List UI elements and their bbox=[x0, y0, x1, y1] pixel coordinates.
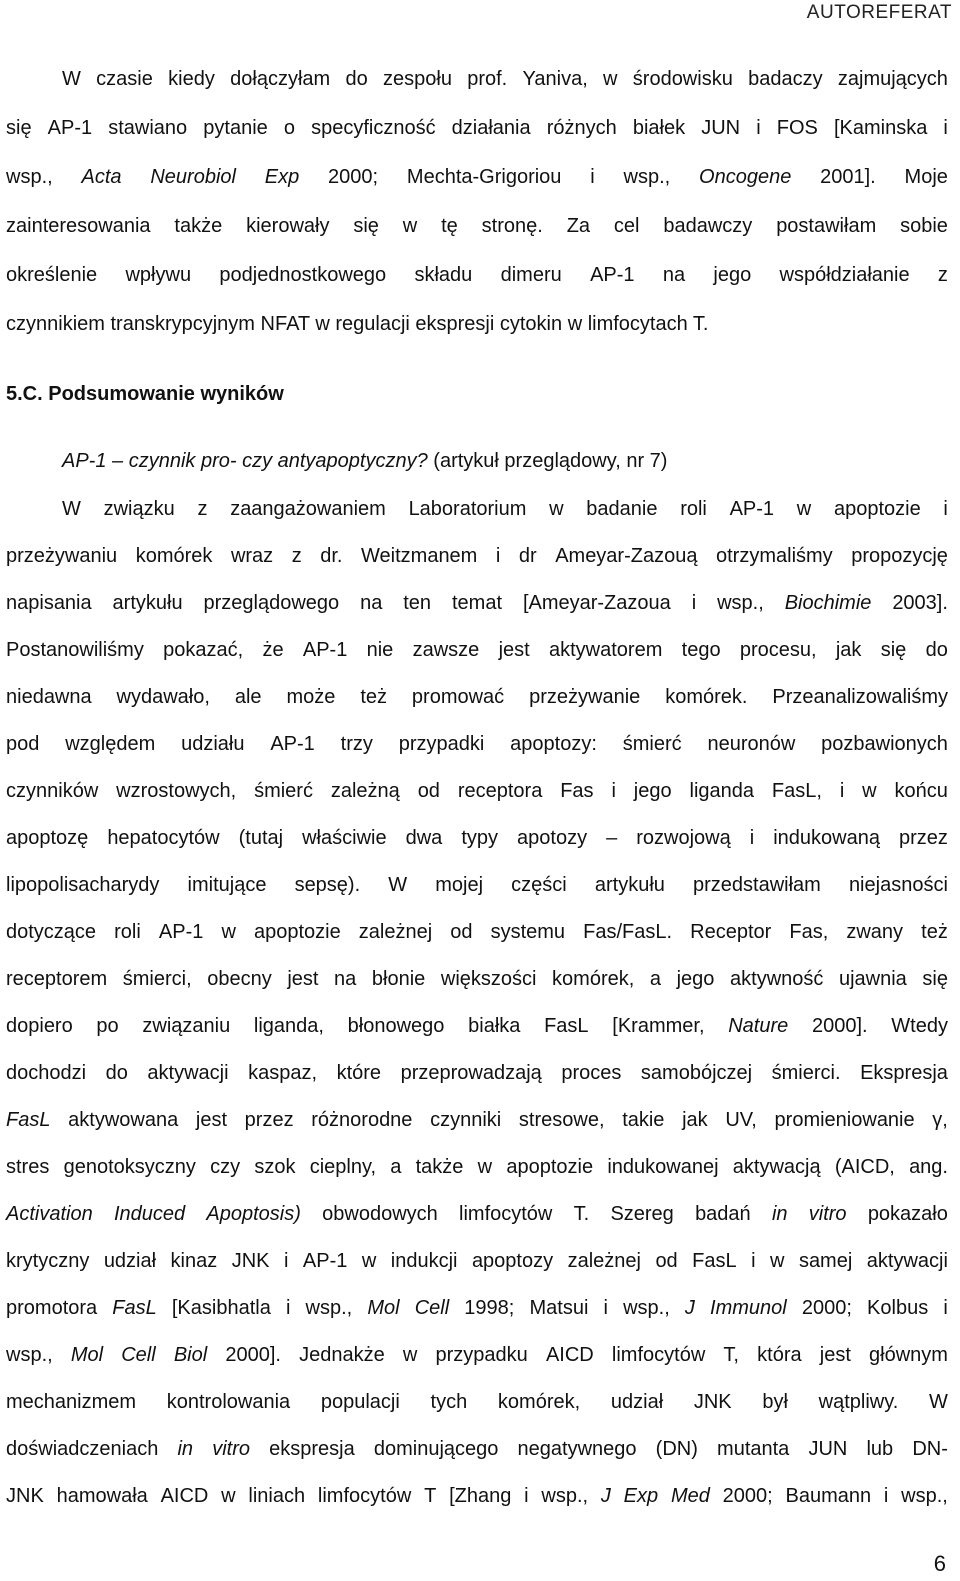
text-line: W czasie kiedy dołączyłam do zespołu prof. Yaniva, w środowisku badaczy zajmujących bbox=[62, 68, 948, 90]
page-number: 6 bbox=[933, 1551, 946, 1576]
text-line: dochodzi do aktywacji kaspaz, które przeprowadzają proces samobójczej śmierci. Ekspresja bbox=[6, 1062, 948, 1084]
text-line: krytyczny udział kinaz JNK i AP-1 w indukcji apoptozy zależnej od FasL i w samej aktywacji bbox=[6, 1250, 948, 1272]
text-line: promotora FasL [Kasibhatla i wsp., Mol Cell 1998; Matsui i wsp., J Immunol 2000; Kolbus i bbox=[6, 1297, 948, 1319]
text-line: czynników wzrostowych, śmierć zależną od receptora Fas i jego liganda FasL, i w końcu bbox=[6, 780, 948, 802]
article-note: (artykuł przeglądowy, nr 7) bbox=[427, 450, 668, 472]
text-line: czynnikiem transkrypcyjnym NFAT w regulacji ekspresji cytokin w limfocytach T. bbox=[6, 313, 709, 335]
running-header: AUTOREFERAT bbox=[806, 2, 952, 23]
text-line: doświadczeniach in vitro ekspresja dominującego negatywnego (DN) mutanta JUN lub DN- bbox=[6, 1438, 948, 1460]
section-heading: 5.C. Podsumowanie wyników bbox=[6, 383, 284, 405]
text-line: dotyczące roli AP-1 w apoptozie zależnej od systemu Fas/FasL. Receptor Fas, zwany też bbox=[6, 921, 948, 943]
text-line: wsp., Mol Cell Biol 2000]. Jednakże w przypadku AICD limfocytów T, która jest głównym bbox=[6, 1344, 948, 1366]
text-line: wsp., Acta Neurobiol Exp 2000; Mechta-Grigoriou i wsp., Oncogene 2001]. Moje bbox=[6, 166, 948, 188]
text-line: Postanowiliśmy pokazać, że AP-1 nie zawsze jest aktywatorem tego procesu, jak się do bbox=[6, 639, 948, 661]
text-line: Activation Induced Apoptosis) obwodowych limfocytów T. Szereg badań in vitro pokazało bbox=[6, 1203, 948, 1225]
text-line: receptorem śmierci, obecny jest na błonie większości komórek, a jego aktywność ujawnia się bbox=[6, 968, 948, 990]
text-line: zainteresowania także kierowały się w tę stronę. Za cel badawczy postawiłam sobie bbox=[6, 215, 948, 237]
article-title-line bbox=[62, 450, 667, 473]
text-line: apoptozę hepatocytów (tutaj właściwie dwa typy apotozy – rozwojową i indukowaną przez bbox=[6, 827, 948, 849]
text-line: stres genotoksyczny czy szok cieplny, a także w apoptozie indukowanej aktywacją (AICD, ang. bbox=[6, 1156, 948, 1178]
text-line: lipopolisacharydy imitujące sepsę). W mojej części artykułu przedstawiłam niejasności bbox=[6, 874, 948, 896]
text-line: napisania artykułu przeglądowego na ten temat [Ameyar-Zazoua i wsp., Biochimie 2003]. bbox=[6, 592, 948, 614]
text-line: W związku z zaangażowaniem Laboratorium w badanie roli AP-1 w apoptozie i bbox=[62, 498, 948, 520]
text-line: przeżywaniu komórek wraz z dr. Weitzmanem i dr Ameyar-Zazouą otrzymaliśmy propozycję bbox=[6, 545, 948, 567]
article-title: AP-1 – czynnik pro- czy antyapoptyczny? bbox=[62, 450, 428, 472]
text-line: JNK hamowała AICD w liniach limfocytów T [Zhang i wsp., J Exp Med 2000; Baumann i wsp., bbox=[6, 1485, 948, 1507]
text-line: niedawna wydawało, ale może też promować przeżywanie komórek. Przeanalizowaliśmy bbox=[6, 686, 948, 708]
text-line: mechanizmem kontrolowania populacji tych komórek, udział JNK był wątpliwy. W bbox=[6, 1391, 948, 1413]
text-line: określenie wpływu podjednostkowego składu dimeru AP-1 na jego współdziałanie z bbox=[6, 264, 948, 286]
text-line: pod względem udziału AP-1 trzy przypadki apoptozy: śmierć neuronów pozbawionych bbox=[6, 733, 948, 755]
text-line: dopiero po związaniu liganda, błonowego białka FasL [Krammer, Nature 2000]. Wtedy bbox=[6, 1015, 948, 1037]
text-line: FasL aktywowana jest przez różnorodne czynniki stresowe, takie jak UV, promieniowanie γ, bbox=[6, 1109, 948, 1131]
text-line: się AP-1 stawiano pytanie o specyficzność działania różnych białek JUN i FOS [Kaminska i bbox=[6, 117, 948, 139]
